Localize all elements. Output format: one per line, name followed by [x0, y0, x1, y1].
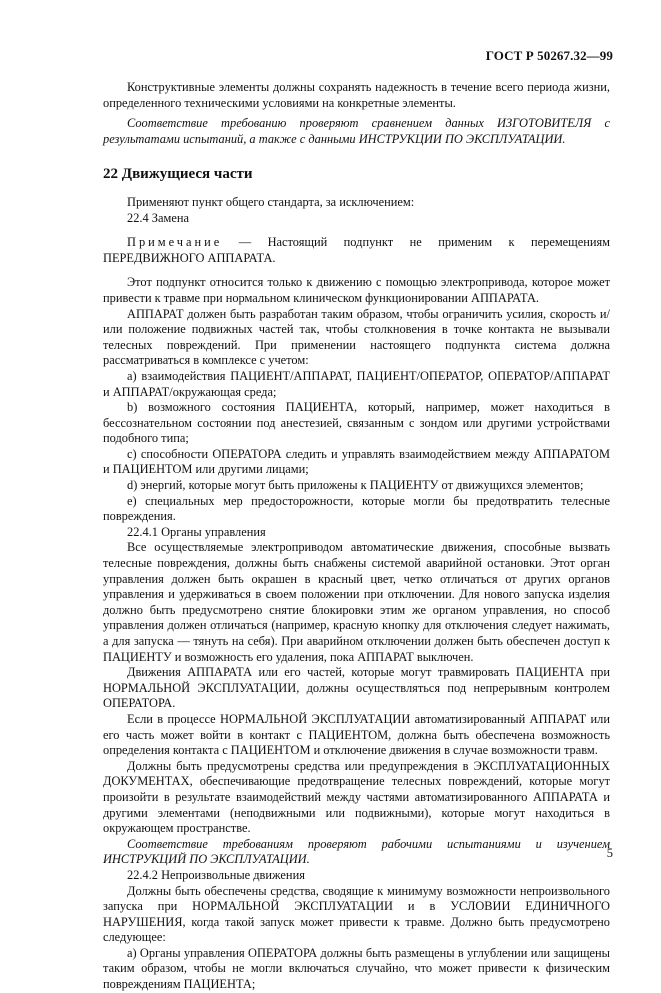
note-paragraph — [103, 235, 610, 266]
paragraph-reliability: Конструктивные элементы должны сохранять надежность в течение всего периода жизни, определенного техническими условиями на конкретные элементы. — [103, 80, 610, 110]
compliance-note-manufacturer: Соответствие требованию проверяют сравнением данных ИЗГОТОВИТЕЛЯ с результатами испытаний, а также с данными ИНСТРУКЦИИ ПО ЭКСПЛУАТАЦИИ. — [103, 116, 610, 146]
paragraph-apply: Применяют пункт общего стандарта, за исключением: — [127, 194, 415, 209]
paragraph-item-a: a) Органы управления ОПЕРАТОРА должны быть размещены в углублении или защищены таким образом, чтобы не могли включаться случайно, что может привести к физическим повреждениям ПАЦИЕНТА; — [103, 945, 610, 992]
list-item-b: b) возможного состояния ПАЦИЕНТА, который, например, может находиться в бессознательном состоянии под анестезией, связанным с зондом или другими устройствами подобного типа; — [103, 400, 610, 446]
paragraph-design: АППАРАТ должен быть разработан таким образом, чтобы ограничить усилия, скорость и/или положение подвижных частей так, чтобы столкновения в точке контакта не вызывали телесных повреждений. При применении настоящего подпункта система должна рассматриваться в комплексе с учетом: — [103, 306, 610, 368]
compliance-note-tests: Соответствие требованиям проверяют рабочими испытаниями и изучением ИНСТРУКЦИЙ ПО ЭКСПЛУАТАЦИИ. — [103, 836, 610, 867]
page-number: 5 — [606, 846, 613, 860]
clause-22-4-1: 22.4.1 Органы управления — [127, 524, 266, 539]
section-title: 22 Движущиеся части — [103, 166, 253, 183]
list-item-c: c) способности ОПЕРАТОРА следить и управлять взаимодействием между АППАРАТОМ и ПАЦИЕНТОМ или другими лицами; — [103, 446, 610, 477]
paragraph-unintended: Должны быть обеспечены средства, сводящие к минимуму возможности непроизвольного запуска при НОРМАЛЬНОЙ ЭКСПЛУАТАЦИИ и в УСЛОВИИ ЕДИНИЧНОГО НАРУШЕНИЯ, когда такой запуск может привести к травме. Должно быть предусмотрено следующее: — [103, 883, 610, 945]
paragraph-scope: Этот подпункт относится только к движению с помощью электропривода, которое может привести к травме при нормальном клиническом функционировании АППАРАТА. — [103, 275, 610, 305]
standard-header: ГОСТ Р 50267.32—99 — [485, 48, 613, 63]
document-body — [103, 80, 610, 993]
list-item-e: e) специальных мер предосторожности, которые могли бы предотвратить телесные повреждения. — [103, 493, 610, 524]
paragraph-warnings: Должны быть предусмотрены средства или предупреждения в ЭКСПЛУАТАЦИОННЫХ ДОКУМЕНТАХ, обеспечивающие предотвращение телесных повреждений, которые могут произойти в результате взаимодействий между частями автоматизированного АППАРАТА и другими элементами (неподвижными или подвижными), которые могут находиться в окружающем пространстве. — [103, 758, 610, 836]
paragraph-contact: Если в процессе НОРМАЛЬНОЙ ЭКСПЛУАТАЦИИ автоматизированный АППАРАТ или его часть может войти в контакт с ПАЦИЕНТОМ, должна быть обеспечена возможность определения контакта с ПАЦИЕНТОМ и отключение движения в случае возможности травм. — [103, 711, 610, 758]
paragraph-controls: Все осуществляемые электроприводом автоматические движения, способные вызвать телесные повреждения, должны быть снабжены системой аварийной остановки. Этот орган управления должен быть окрашен в красный цвет, четко отличаться от других органов управления и удерживаться в своем положении при отключении. Для нового запуска изделия должно быть предусмотрено снятие блокировки этим же органом управления, но способ управления должен отличаться (например, красную кнопку для отключения следует нажимать, а для запуска — тянуть на себя). При аварийном отключении должен быть обеспечен доступ к ПАЦИЕНТУ и возможность его удаления, пока АППАРАТ выключен. — [103, 540, 610, 664]
paragraph-movements: Движения АППАРАТА или его частей, которые могут травмировать ПАЦИЕНТА при НОРМАЛЬНОЙ ЭКСПЛУАТАЦИИ, должны осуществляться под непрерывным контролем ОПЕРАТОРА. — [103, 665, 610, 711]
note-label: Примечание — [127, 235, 223, 250]
clause-22-4-2: 22.4.2 Непроизвольные движения — [127, 867, 305, 882]
list-item-a: a) взаимодействия ПАЦИЕНТ/АППАРАТ, ПАЦИЕНТ/ОПЕРАТОР, ОПЕРАТОР/АППАРАТ и АППАРАТ/окружающая среда; — [103, 368, 610, 399]
note-text: — Настоящий подпункт не применим к перемещениям ПЕРЕДВИЖНОГО АППАРАТА. — [103, 235, 610, 265]
list-item-d: d) энергий, которые могут быть приложены к ПАЦИЕНТУ от движущихся элементов; — [127, 478, 584, 493]
clause-22-4: 22.4 Замена — [127, 210, 189, 225]
